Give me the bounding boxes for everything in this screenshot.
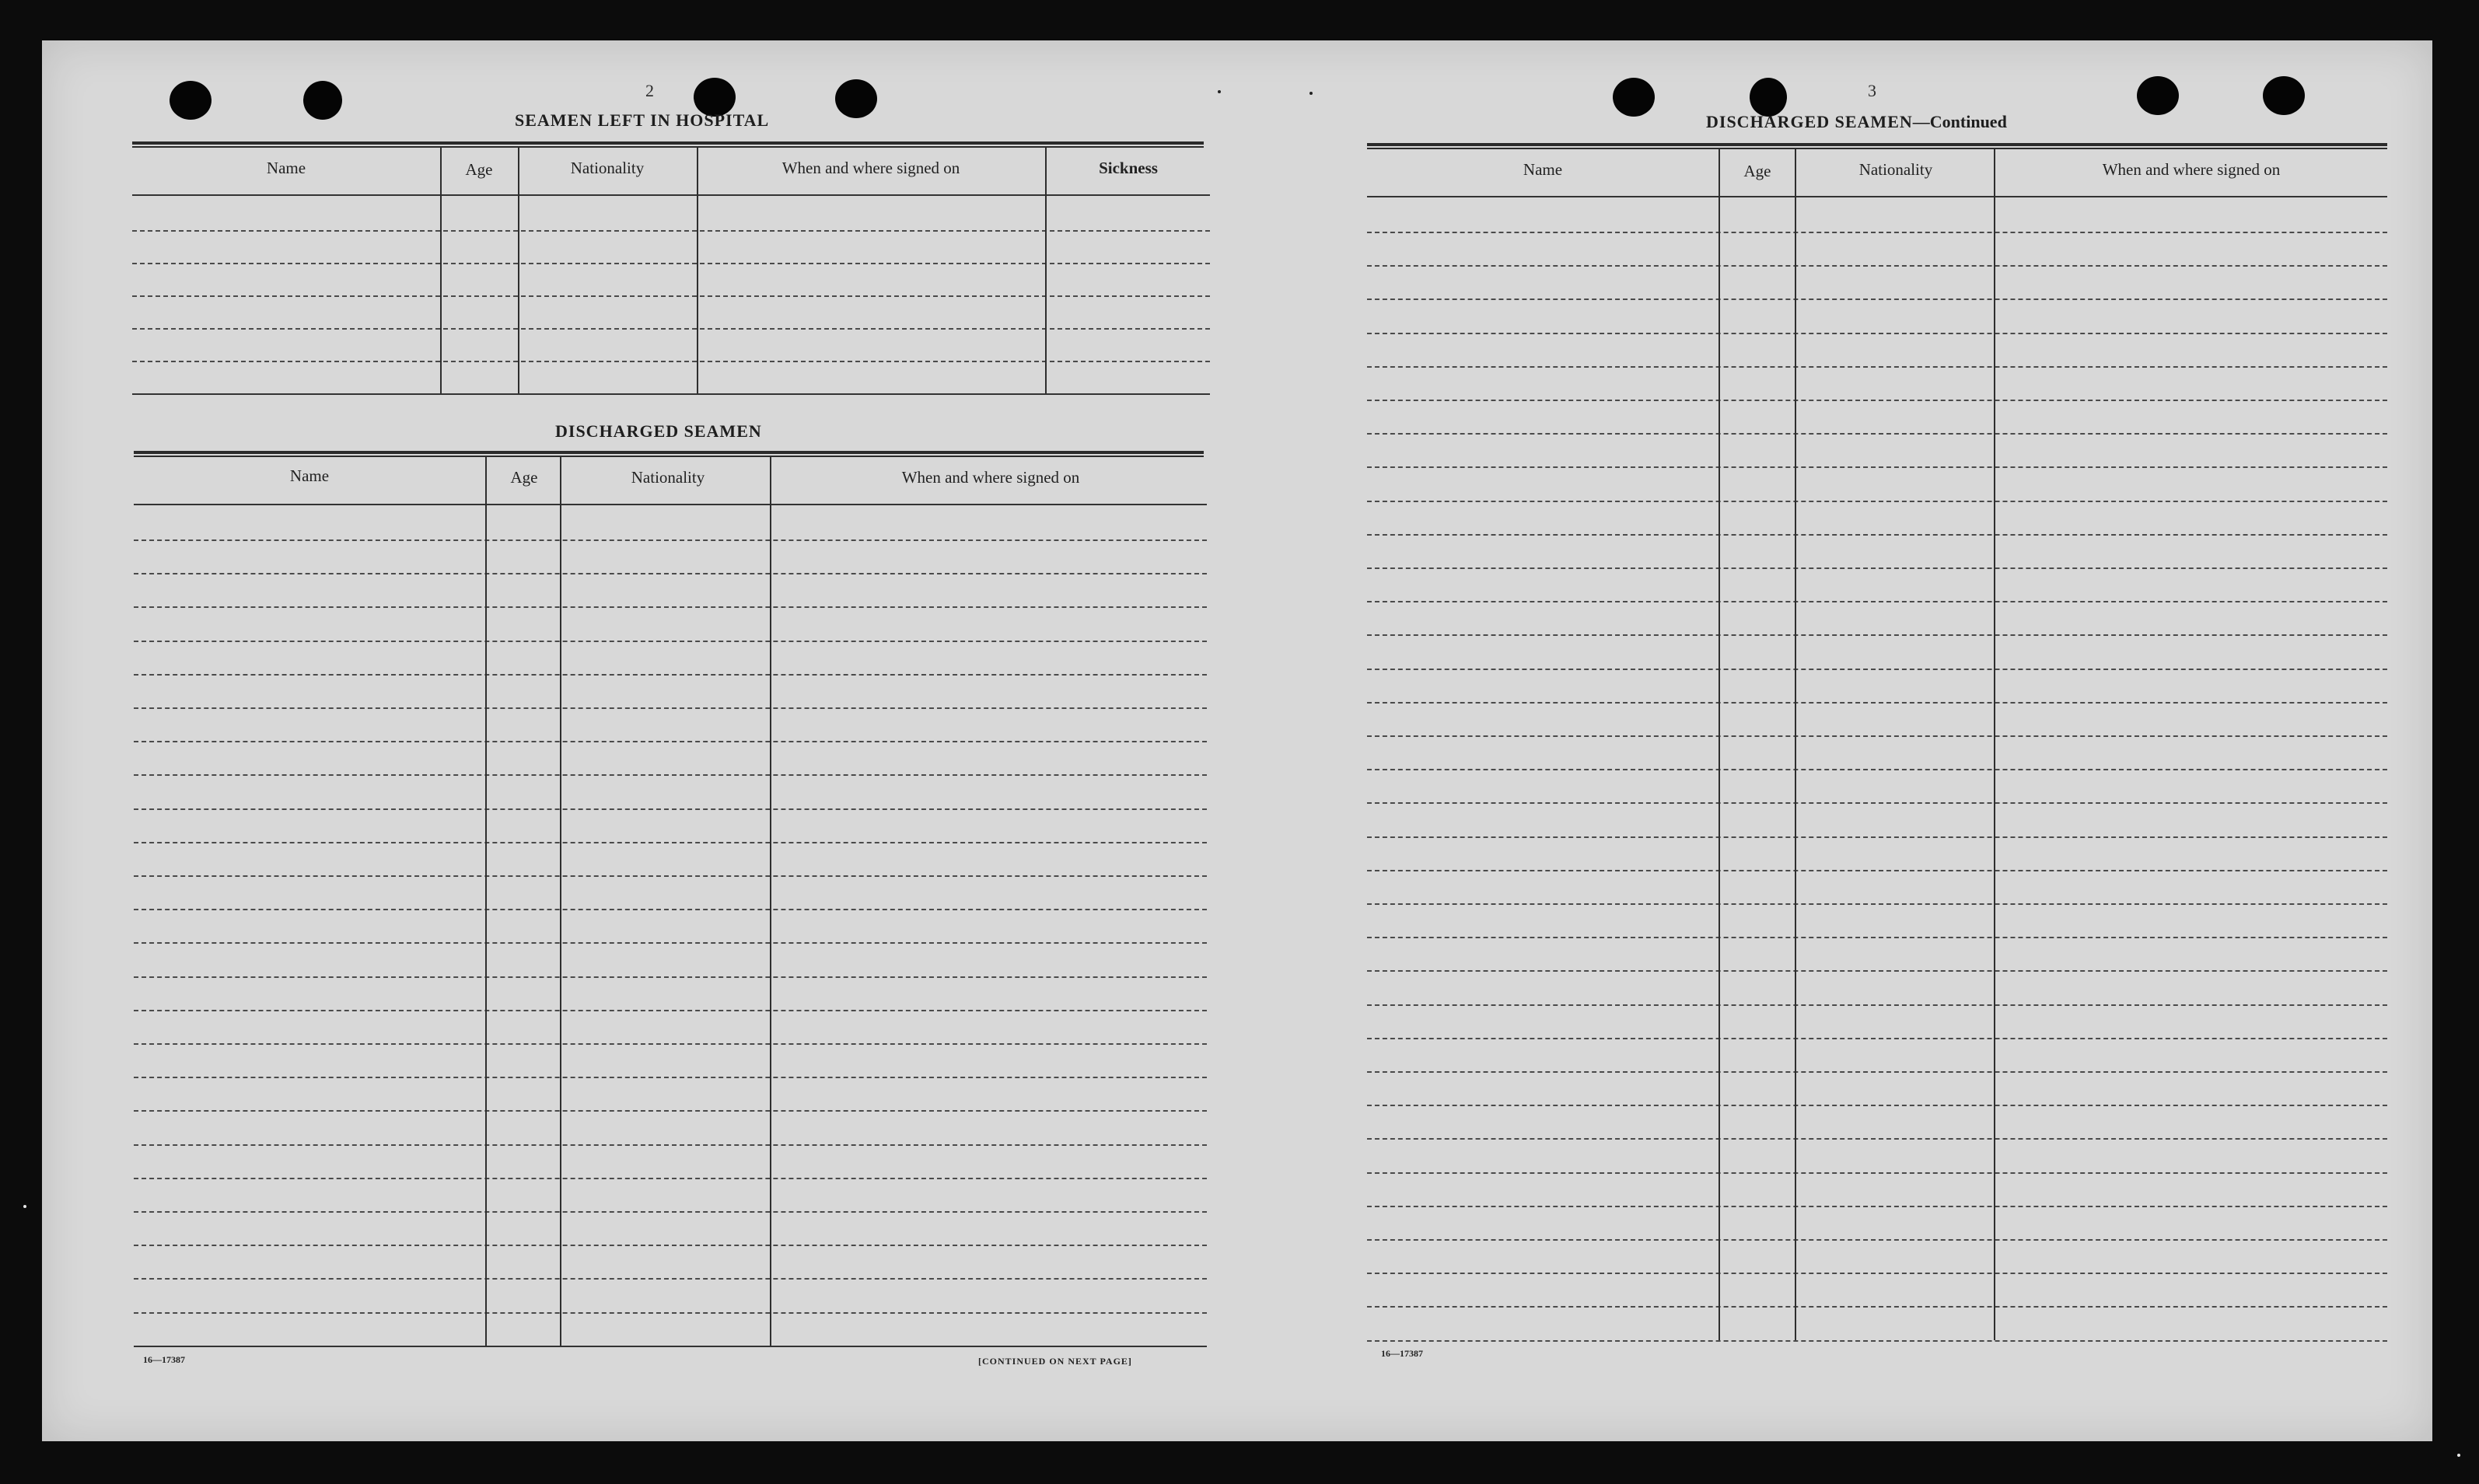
row-line: [134, 573, 1207, 574]
column-header-nationality: Nationality: [631, 468, 705, 487]
row-line: [134, 707, 1207, 709]
row-line: [132, 361, 1210, 362]
section-title-suffix: —Continued: [1912, 112, 2007, 131]
column-header-age: Age: [510, 468, 538, 487]
row-line: [132, 230, 1210, 232]
row-line: [132, 328, 1210, 330]
column-divider: [518, 148, 519, 393]
row-line: [134, 976, 1207, 978]
column-header-signed-on: When and where signed on: [901, 468, 1080, 487]
row-line: [1367, 937, 2387, 938]
row-line: [134, 741, 1207, 742]
row-line: [134, 606, 1207, 608]
row-line: [1367, 735, 2387, 737]
row-line: [1367, 400, 2387, 401]
column-header-signed-on: When and where signed on: [2102, 160, 2281, 179]
column-divider: [560, 457, 561, 1346]
row-line: [1367, 1004, 2387, 1006]
row-line: [1367, 433, 2387, 435]
row-line: [1367, 567, 2387, 569]
column-header-age: Age: [1743, 162, 1771, 180]
column-divider: [697, 148, 698, 393]
column-header-name: Name: [289, 466, 330, 485]
row-line: [1367, 769, 2387, 770]
row-line: [134, 842, 1207, 843]
row-line: [1367, 601, 2387, 602]
punch-hole: [835, 79, 877, 118]
row-line: [1367, 870, 2387, 871]
table-top-rule: [134, 451, 1204, 454]
row-line: [1367, 1172, 2387, 1174]
row-line: [134, 875, 1207, 877]
row-line: [134, 1144, 1207, 1146]
row-line: [1367, 1306, 2387, 1308]
header-underline: [134, 504, 1207, 505]
page-number: 2: [645, 81, 654, 100]
row-line: [1367, 1273, 2387, 1274]
row-line: [1367, 265, 2387, 267]
row-line: [132, 295, 1210, 297]
section-title-hospital: SEAMEN LEFT IN HOSPITAL: [515, 110, 770, 130]
punch-hole: [303, 81, 342, 120]
row-line: [132, 263, 1210, 264]
row-line: [134, 942, 1207, 944]
section-title-discharged: DISCHARGED SEAMEN: [555, 421, 762, 441]
row-line: [1367, 501, 2387, 502]
row-line: [134, 674, 1207, 676]
form-number: 16—17387: [143, 1354, 185, 1365]
column-header-name: Name: [266, 159, 306, 177]
table-bottom-rule: [134, 1346, 1207, 1347]
column-header-signed-on: When and where signed on: [781, 159, 960, 177]
column-header-nationality: Nationality: [1858, 160, 1933, 179]
row-line: [1367, 1138, 2387, 1140]
row-line: [1367, 366, 2387, 368]
continued-note: [CONTINUED ON NEXT PAGE]: [978, 1356, 1132, 1367]
row-line: [134, 808, 1207, 810]
column-header-name: Name: [1523, 160, 1563, 179]
row-line: [134, 909, 1207, 910]
column-divider: [1795, 149, 1796, 1340]
column-divider: [770, 457, 771, 1346]
row-line: [1367, 634, 2387, 636]
row-line: [1367, 669, 2387, 670]
punch-hole: [170, 81, 212, 120]
header-underline: [132, 194, 1210, 196]
row-line: [1367, 1239, 2387, 1241]
row-line: [1367, 1340, 2387, 1342]
row-line: [134, 539, 1207, 541]
row-line: [1367, 802, 2387, 804]
table-bottom-rule: [132, 393, 1210, 395]
punch-hole: [1750, 78, 1787, 117]
row-line: [134, 1010, 1207, 1011]
section-title-discharged-continued: [1706, 112, 2007, 132]
column-header-age: Age: [465, 160, 493, 179]
header-underline: [1367, 196, 2387, 197]
row-line: [1367, 1038, 2387, 1039]
row-line: [1367, 1071, 2387, 1073]
column-divider: [1719, 149, 1720, 1340]
row-line: [134, 1278, 1207, 1280]
row-line: [1367, 333, 2387, 334]
row-line: [134, 1211, 1207, 1213]
punch-hole: [1613, 78, 1655, 117]
row-line: [134, 1077, 1207, 1078]
page-number: 3: [1868, 81, 1876, 100]
row-line: [1367, 702, 2387, 704]
column-divider: [440, 148, 442, 393]
row-line: [1367, 1105, 2387, 1106]
row-line: [134, 1312, 1207, 1314]
row-line: [134, 1043, 1207, 1045]
column-divider: [1994, 149, 1995, 1340]
row-line: [1367, 232, 2387, 233]
row-line: [1367, 466, 2387, 468]
row-line: [134, 1110, 1207, 1112]
row-line: [134, 774, 1207, 776]
column-header-sickness: Sickness: [1099, 159, 1158, 177]
column-header-nationality: Nationality: [570, 159, 645, 177]
row-line: [1367, 534, 2387, 536]
row-line: [1367, 836, 2387, 838]
column-divider: [485, 457, 487, 1346]
row-line: [1367, 903, 2387, 905]
row-line: [1367, 299, 2387, 300]
row-line: [1367, 1206, 2387, 1207]
table-top-rule: [1367, 143, 2387, 146]
row-line: [134, 1245, 1207, 1246]
punch-hole: [2137, 76, 2179, 115]
row-line: [134, 641, 1207, 642]
row-line: [1367, 970, 2387, 972]
punch-hole: [2263, 76, 2305, 115]
row-line: [134, 1178, 1207, 1179]
form-number: 16—17387: [1381, 1348, 1423, 1359]
table-top-rule: [132, 141, 1204, 145]
section-title-text: DISCHARGED SEAMEN: [1706, 112, 1913, 131]
column-divider: [1045, 148, 1047, 393]
